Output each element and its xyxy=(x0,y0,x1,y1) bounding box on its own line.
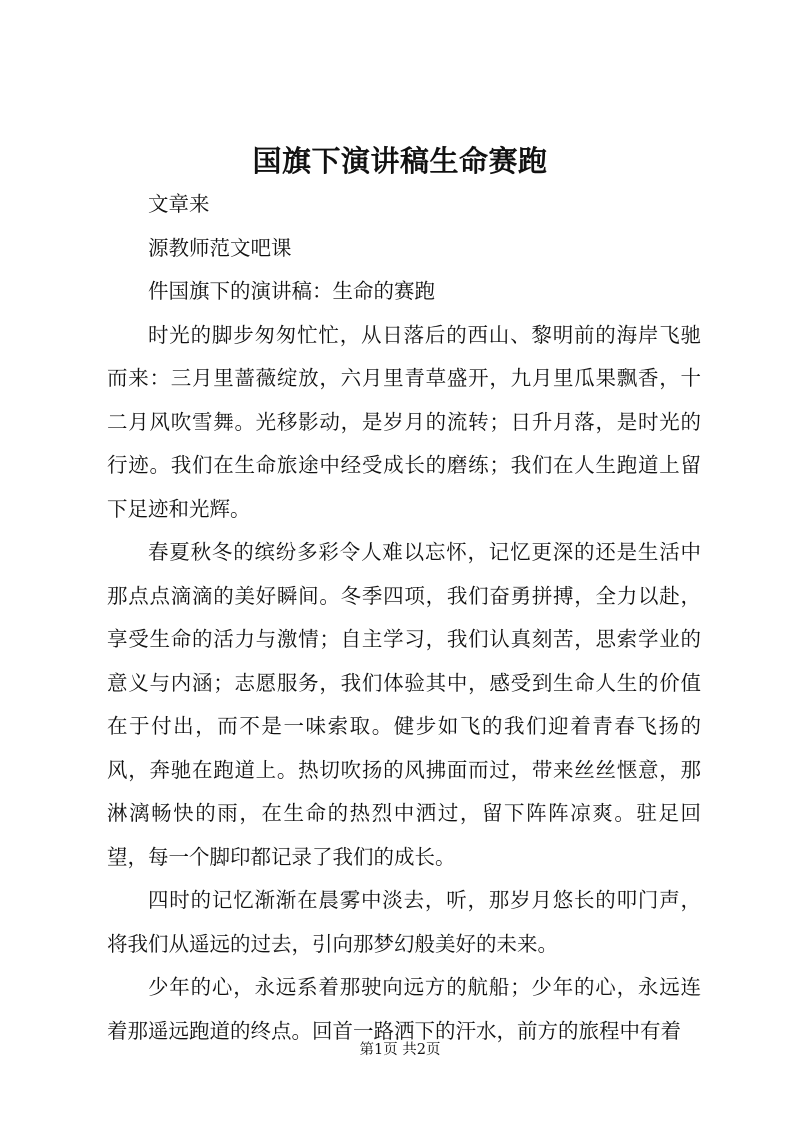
paragraph-time-footsteps: 时光的脚步匆匆忙忙，从日落后的西山、黎明前的海岸飞驰而来：三月里蔷薇绽放，六月里青草盛开，九月里瓜果飘香，十二月风吹雪舞。光移影动，是岁月的流转；日升月落，是时光的行迹。我们在生命旅途中经受成长的磨练；我们在人生跑道上留下足迹和光辉。 xyxy=(107,322,701,521)
paragraph-source-1: 文章来 xyxy=(148,192,210,216)
paragraph-memories: 四时的记忆渐渐在晨雾中淡去，听，那岁月悠长的叩门声，将我们从遥远的过去，引向那梦幻般美好的未来。 xyxy=(107,888,701,956)
document-body xyxy=(107,183,701,1053)
page-indicator: 第1页 共2页 xyxy=(359,1042,441,1058)
paragraph-youth-heart: 少年的心，永远系着那驶向远方的航船；少年的心，永远连着那遥远跑道的终点。回首一路洒下的汗水，前方的旅程中有着 xyxy=(107,975,701,1043)
paragraph-source-2: 源教师范文吧课 xyxy=(148,235,292,260)
paragraph-seasons: 春夏秋冬的缤纷多彩令人难以忘怀，记忆更深的还是生活中那点点滴滴的美好瞬间。冬季四项，我们奋勇拼搏，全力以赴，享受生命的活力与激情；自主学习，我们认真刻苦，思索学业的意义与内涵；志愿服务，我们体验其中，感受到生命人生的价值在于付出，而不是一味索取。健步如飞的我们迎着青春飞扬的风，奔驰在跑道上。热切吹扬的风拂面而过，带来丝丝惬意，那淋漓畅快的雨，在生命的热烈中洒过，留下阵阵凉爽。驻足回望，每一个脚印都记录了我们的成长。 xyxy=(107,540,701,869)
paragraph-subtitle: 件国旗下的演讲稿：生命的赛跑 xyxy=(148,279,435,303)
document-title: 国旗下演讲稿生命赛跑 xyxy=(252,144,548,178)
